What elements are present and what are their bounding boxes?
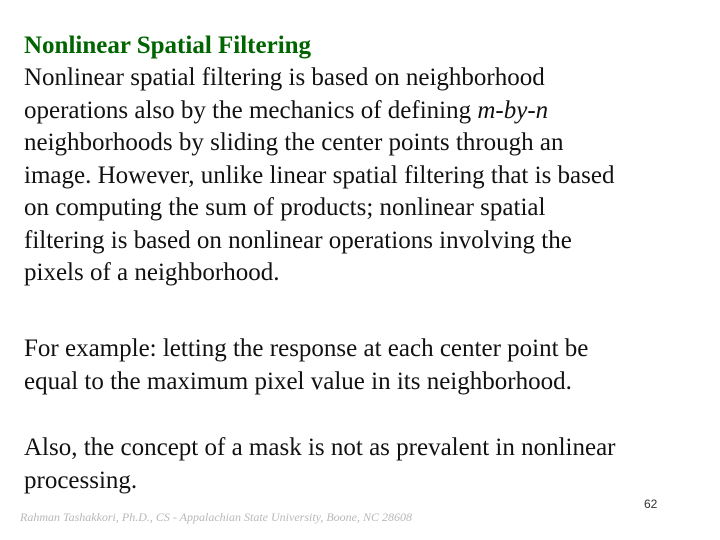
- text-line: image. However, unlike linear spatial filtering that is based: [24, 161, 615, 189]
- footer-credit: Rahman Tashakkori, Ph.D., CS - Appalachian State University, Boone, NC 28608: [20, 510, 412, 524]
- italic-term: m-by-n: [477, 96, 549, 124]
- text-line: neighborhoods by sliding the center points through an: [24, 129, 564, 156]
- text-line: [24, 95, 614, 128]
- paragraph-mask-note: [24, 432, 616, 497]
- text-line: equal to the maximum pixel value in its neighborhood.: [24, 367, 572, 395]
- text-line: on computing the sum of products; nonlinear spatial: [24, 194, 546, 221]
- text-line: Also, the concept of a mask is not as prevalent in nonlinear: [24, 434, 616, 461]
- text-line: Nonlinear spatial filtering is based on neighborhood: [24, 64, 545, 91]
- text-line: filtering is based on nonlinear operations involving the: [24, 226, 572, 254]
- text-line-segment: operations also by the mechanics of defining: [24, 96, 478, 124]
- page-number: 62: [644, 497, 658, 511]
- slide-title: Nonlinear Spatial Filtering: [24, 32, 312, 59]
- text-line: processing.: [24, 466, 138, 494]
- text-line: For example: letting the response at each center point be: [24, 335, 589, 362]
- paragraph-example: [24, 333, 588, 398]
- paragraph-definition: [24, 62, 614, 290]
- text-line: pixels of a neighborhood.: [24, 259, 280, 286]
